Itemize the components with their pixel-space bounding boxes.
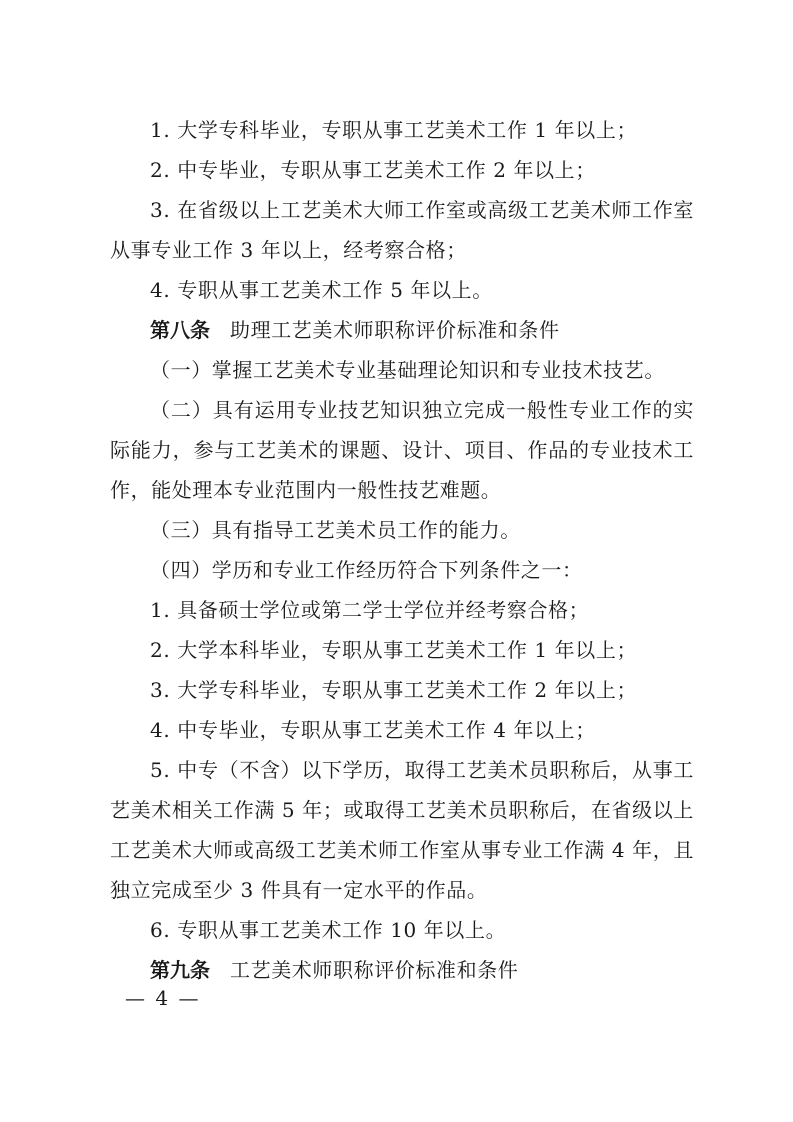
article-heading	[110, 310, 694, 350]
article-number: 第九条	[150, 958, 210, 982]
document-body	[110, 110, 694, 990]
paragraph: 3. 大学专科毕业，专职从事工艺美术工作 2 年以上；	[150, 678, 638, 702]
paragraph: （一）掌握工艺美术专业基础理论知识和专业技术技艺。	[150, 358, 665, 382]
paragraph: 3. 在省级以上工艺美术大师工作室或高级工艺美术师工作室从事专业工作 3 年以上，经考察合格；	[110, 198, 694, 262]
paragraph: 4. 中专毕业，专职从事工艺美术工作 4 年以上；	[150, 718, 596, 742]
article-number: 第八条	[150, 318, 210, 342]
paragraph: 2. 中专毕业，专职从事工艺美术工作 2 年以上；	[150, 158, 596, 182]
page-number: — 4 —	[125, 986, 201, 1010]
paragraph: （四）学历和专业工作经历符合下列条件之一：	[150, 558, 583, 582]
paragraph: （三）具有指导工艺美术员工作的能力。	[150, 518, 521, 542]
paragraph: 1. 具备硕士学位或第二学士学位并经考察合格；	[150, 598, 590, 622]
paragraph: （二）具有运用专业技艺知识独立完成一般性专业工作的实际能力，参与工艺美术的课题、设计、项目、作品的专业技术工作，能处理本专业范围内一般性技艺难题。	[110, 398, 694, 502]
paragraph: 6. 专职从事工艺美术工作 10 年以上。	[150, 918, 507, 942]
article-title: 工艺美术师职称评价标准和条件	[230, 958, 519, 982]
paragraph: 2. 大学本科毕业，专职从事工艺美术工作 1 年以上；	[150, 638, 638, 662]
article-title: 助理工艺美术师职称评价标准和条件	[230, 318, 560, 342]
paragraph: 4. 专职从事工艺美术工作 5 年以上。	[150, 278, 493, 302]
paragraph: 5. 中专（不含）以下学历，取得工艺美术员职称后，从事工艺美术相关工作满 5 年；或取得工艺美术员职称后，在省级以上工艺美术大师或高级工艺美术师工作室从事专业工作满 4 年，且独立完成至少 3 件具有一定水平的作品。	[110, 758, 694, 902]
paragraph: 1. 大学专科毕业，专职从事工艺美术工作 1 年以上；	[150, 118, 638, 142]
